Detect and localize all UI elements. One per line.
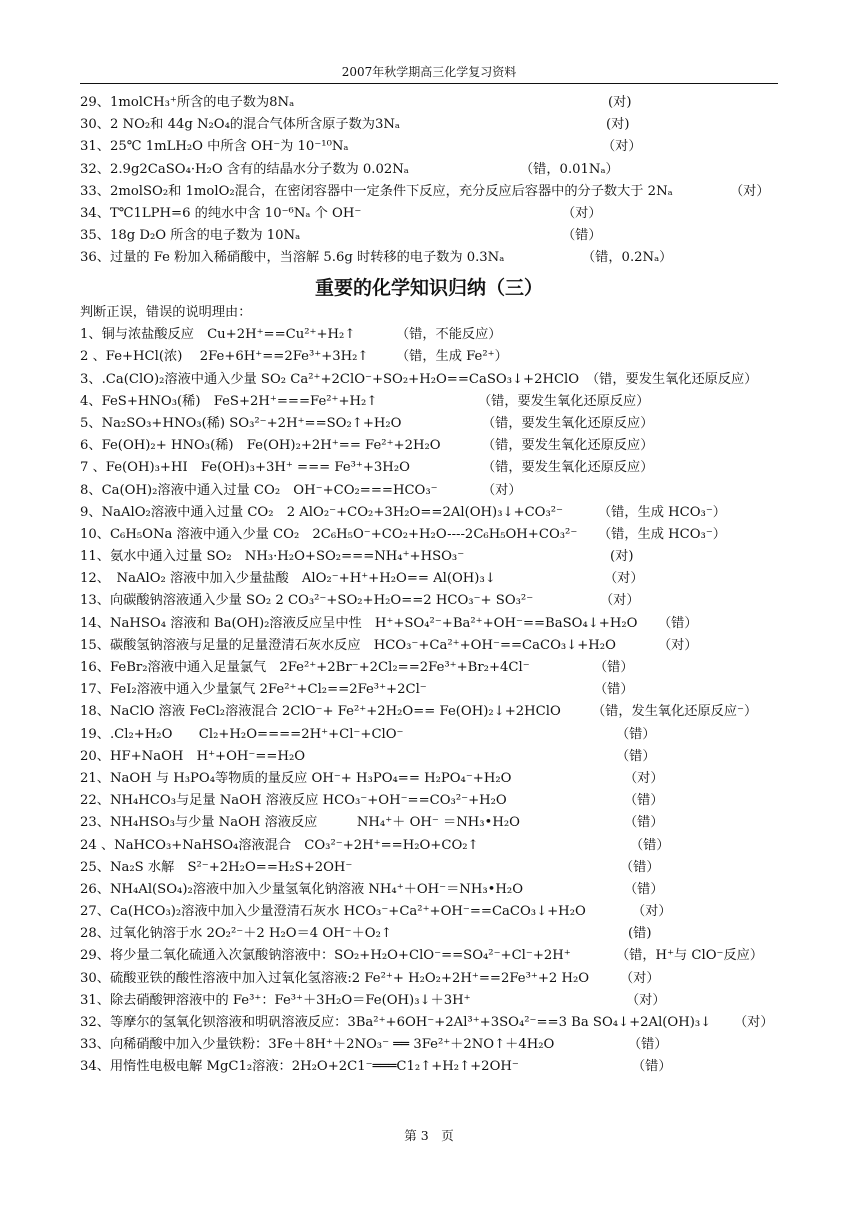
statement-text: 8、Ca(OH)₂溶液中通入过量 CO₂ OH⁻+CO₂===HCO₃⁻ (80, 482, 438, 498)
verdict-label: （错） (616, 748, 656, 764)
section-title: 重要的化学知识归纳（三） (314, 277, 543, 299)
statement-row (80, 203, 820, 225)
verdict-label: （错，发生氧化还原反应⁻） (592, 704, 758, 720)
statement-text: 34、T℃1LPH=6 的纯水中含 10⁻⁶Nₐ 个 OH⁻ (80, 205, 362, 221)
statement-text: 9、NaAlO₂溶液中通入过量 CO₂ 2 AlO₂⁻+CO₂+3H₂O==2Al(OH)₃↓+CO₃²⁻ (80, 504, 564, 520)
statement-text: 18、NaClO 溶液 FeCl₂溶液混合 2ClO⁻+ Fe²⁺+2H₂O== Fe(OH)₂↓+2HClO (80, 704, 561, 720)
statement-row (80, 701, 820, 723)
verdict-label: （错） (628, 1037, 668, 1053)
statement-row (80, 1012, 820, 1034)
page-footer: 第 3 页 (404, 1128, 454, 1143)
statement-row (80, 945, 820, 967)
statement-row (80, 879, 820, 901)
statement-text: 32、2.9g2CaSO₄·H₂O 含有的结晶水分子数为 0.02Nₐ (80, 161, 409, 177)
statement-row (80, 92, 820, 114)
verdict-label: （错） (630, 837, 670, 853)
statement-text: 10、C₆H₅ONa 溶液中通入少量 CO₂ 2C₆H₅O⁻+CO₂+H₂O----2C₆H₅OH+CO₃²⁻ (80, 526, 578, 542)
statement-text: 35、18g D₂O 所含的电子数为 10Nₐ (80, 228, 301, 244)
statement-row (80, 835, 820, 857)
statement-row (80, 568, 820, 590)
page-header: 2007年秋学期高三化学复习资料 (80, 64, 778, 84)
statement-text: 13、向碳酸钠溶液通入少量 SO₂ 2 CO₃²⁻+SO₂+H₂O==2 HCO₃⁻+ SO₃²⁻ (80, 593, 534, 609)
section-1-list (80, 92, 820, 270)
verdict-label: （错） (632, 1059, 672, 1075)
statement-text: 21、NaOH 与 H₃PO₄等物质的量反应 OH⁻+ H₃PO₄== H₂PO₄⁻+H₂O (80, 770, 512, 786)
statement-text: 34、用惰性电极电解 MgC1₂溶液：2H₂O+2C1⁻═══C1₂↑+H₂↑+2OH⁻ (80, 1059, 519, 1075)
verdict-label: （对） (602, 139, 642, 155)
statement-text: 2 、Fe+HCl(浓) 2Fe+6H⁺==2Fe³⁺+3H₂↑ (80, 349, 369, 365)
verdict-label: (对) (608, 95, 632, 110)
statement-row (80, 480, 820, 502)
statement-row (80, 657, 820, 679)
statement-text: 24 、NaHCO₃+NaHSO₄溶液混合 CO₃²⁻+2H⁺==H₂O+CO₂↑ (80, 837, 479, 853)
statement-row (80, 1056, 820, 1078)
verdict-label: （错，生成 HCO₃⁻） (598, 526, 726, 542)
statement-row (80, 1034, 820, 1056)
section-2-list (80, 302, 820, 1079)
verdict-label: （错，生成 HCO₃⁻） (598, 504, 726, 520)
intro-line (80, 302, 820, 324)
statement-text: 25、Na₂S 水解 S²⁻+2H₂O==H₂S+2OH⁻ (80, 859, 353, 875)
statement-text: 29、将少量二氧化硫通入次氯酸钠溶液中：SO₂+H₂O+ClO⁻==SO₄²⁻+Cl⁻+2H⁺ (80, 948, 571, 964)
verdict-label: （对） (620, 970, 660, 986)
statement-row (80, 613, 820, 635)
statement-row (80, 857, 820, 879)
statement-text: 12、 NaAlO₂ 溶液中加入少量盐酸 AlO₂⁻+H⁺+H₂O== Al(OH)₃↓ (80, 571, 496, 587)
statement-row (80, 746, 820, 768)
verdict-label: （错） (624, 881, 664, 897)
statement-row (80, 546, 820, 568)
statement-row (80, 159, 820, 181)
verdict-label: （错） (616, 726, 656, 742)
verdict-label: （错） (624, 815, 664, 831)
statement-text: 36、过量的 Fe 粉加入稀硝酸中，当溶解 5.6g 时转移的电子数为 0.3Nₐ (80, 250, 505, 266)
statement-text: 15、碳酸氢钠溶液与足量的足量澄清石灰水反应 HCO₃⁻+Ca²⁺+OH⁻==CaCO₃↓+H₂O (80, 637, 616, 653)
statement-row (80, 114, 820, 136)
statement-text: 11、氨水中通入过量 SO₂ NH₃·H₂O+SO₂===NH₄⁺+HSO₃⁻ (80, 549, 465, 565)
statement-text: 6、Fe(OH)₂+ HNO₃(稀) Fe(OH)₂+2H⁺== Fe²⁺+2H₂O (80, 438, 441, 454)
statement-row (80, 369, 820, 391)
verdict-label: （对） (482, 482, 522, 498)
statement-row (80, 413, 820, 435)
statement-text: 33、2molSO₂和 1molO₂混合，在密闭容器中一定条件下反应，充分反应后容器中的分子数大于 2Nₐ (80, 183, 673, 199)
statement-row (80, 435, 820, 457)
statement-text: 31、25℃ 1mLH₂O 中所含 OH⁻为 10⁻¹⁰Nₐ (80, 139, 349, 155)
verdict-label: （错，要发生氧化还原反应） (586, 371, 758, 387)
statement-row (80, 790, 820, 812)
verdict-label: （错，要发生氧化还原反应） (482, 415, 654, 431)
verdict-label: （错） (594, 682, 634, 698)
statement-row (80, 724, 820, 746)
statement-text: 17、FeI₂溶液中通入少量氯气 2Fe²⁺+Cl₂==2Fe³⁺+2Cl⁻ (80, 682, 427, 698)
verdict-label: (对) (606, 117, 630, 133)
verdict-label: （对） (730, 183, 770, 199)
statement-row (80, 768, 820, 790)
verdict-label: （错，要发生氧化还原反应） (482, 460, 654, 476)
statement-text: 16、FeBr₂溶液中通入足量氯气 2Fe²⁺+2Br⁻+2Cl₂==2Fe³⁺+Br₂+4Cl⁻ (80, 660, 530, 675)
verdict-label: (错) (628, 926, 652, 942)
verdict-label: （错） (620, 859, 660, 875)
statement-row (80, 181, 820, 203)
statement-text: 33、向稀硝酸中加入少量铁粉：3Fe＋8H⁺＋2NO₃⁻ ══ 3Fe²⁺＋2NO↑＋4H₂O (80, 1037, 555, 1053)
statement-text: 31、除去硝酸钾溶液中的 Fe³⁺：Fe³⁺＋3H₂O＝Fe(OH)₃↓＋3H⁺ (80, 992, 471, 1008)
verdict-label: （对） (626, 992, 666, 1008)
statement-text: 20、HF+NaOH H⁺+OH⁻==H₂O (80, 748, 306, 764)
verdict-label: （对） (632, 904, 672, 920)
verdict-label: （错，要发生氧化还原反应） (482, 438, 654, 454)
statement-row (80, 225, 820, 247)
statement-text: 29、1molCH₃⁺所含的电子数为8Nₐ (80, 95, 295, 110)
statement-text: 32、等摩尔的氢氧化钡溶液和明矾溶液反应：3Ba²⁺+6OH⁻+2Al³⁺+3SO₄²⁻==3 Ba SO₄↓+2Al(OH)₃↓ (80, 1015, 712, 1030)
statement-row (80, 990, 820, 1012)
statement-text: 22、NH₄HCO₃与足量 NaOH 溶液反应 HCO₃⁻+OH⁻==CO₃²⁻+H₂O (80, 793, 507, 809)
statement-row (80, 247, 820, 269)
statement-text: 30、2 NO₂和 44g N₂O₄的混合气体所含原子数为3Nₐ (80, 117, 400, 133)
statement-text: 23、NH₄HSO₃与少量 NaOH 溶液反应 NH₄⁺＋ OH⁻ ＝NH₃•H₂O (80, 815, 520, 831)
statement-text: 28、过氧化钠溶于水 2O₂²⁻＋2 H₂O＝4 OH⁻＋O₂↑ (80, 926, 392, 942)
verdict-label: （错，要发生氧化还原反应） (478, 393, 650, 409)
statement-text: 26、NH₄Al(SO₄)₂溶液中加入少量氢氧化钠溶液 NH₄⁺＋OH⁻＝NH₃•H₂O (80, 881, 524, 897)
intro-text: 判断正误，错误的说明理由： (80, 305, 252, 320)
verdict-label: （对） (658, 637, 698, 653)
statement-row (80, 968, 820, 990)
statement-row (80, 457, 820, 479)
statement-row (80, 590, 820, 612)
statement-row (80, 635, 820, 657)
statement-row (80, 812, 820, 834)
statement-text: 1、铜与浓盐酸反应 Cu+2H⁺==Cu²⁺+H₂↑ (80, 327, 356, 343)
verdict-label: （错，0.2Nₐ） (582, 250, 673, 266)
statement-row (80, 901, 820, 923)
verdict-label: （错） (658, 615, 698, 631)
verdict-label: （对） (624, 770, 664, 786)
verdict-label: （错，不能反应） (396, 327, 502, 343)
statement-text: 5、Na₂SO₃+HNO₃(稀) SO₃²⁻+2H⁺==SO₂↑+H₂O (80, 415, 402, 431)
statement-text: 3、.Ca(ClO)₂溶液中通入少量 SO₂ Ca²⁺+2ClO⁻+SO₂+H₂O==CaSO₃↓+2HClO (80, 371, 580, 387)
statement-text: 14、NaHSO₄ 溶液和 Ba(OH)₂溶液反应呈中性 H⁺+SO₄²⁻+Ba²⁺+OH⁻==BaSO₄↓+H₂O (80, 615, 638, 631)
verdict-label: （错，H⁺与 ClO⁻反应） (616, 948, 764, 964)
statement-row (80, 923, 820, 945)
statement-text: 4、FeS+HNO₃(稀) FeS+2H⁺===Fe²⁺+H₂↑ (80, 393, 378, 409)
statement-text: 7 、Fe(OH)₃+HI Fe(OH)₃+3H⁺ === Fe³⁺+3H₂O (80, 460, 410, 476)
verdict-label: （错） (562, 228, 602, 244)
statement-row (80, 346, 820, 368)
verdict-label: (对) (610, 549, 634, 565)
statement-text: 19、.Cl₂+H₂O Cl₂+H₂O====2H⁺+Cl⁻+ClO⁻ (80, 726, 404, 742)
verdict-label: （错，0.01Nₐ） (520, 161, 619, 177)
verdict-label: （对） (562, 205, 602, 221)
statement-text: 27、Ca(HCO₃)₂溶液中加入少量澄清石灰水 HCO₃⁻+Ca²⁺+OH⁻==CaCO₃↓+H₂O (80, 904, 586, 920)
verdict-label: （错） (624, 793, 664, 809)
statement-row (80, 502, 820, 524)
statement-row (80, 679, 820, 701)
statement-row (80, 391, 820, 413)
statement-row (80, 324, 820, 346)
statement-row (80, 524, 820, 546)
statement-row (80, 136, 820, 158)
verdict-label: （对） (734, 1015, 774, 1030)
statement-text: 30、硫酸亚铁的酸性溶液中加入过氧化氢溶液:2 Fe²⁺+ H₂O₂+2H⁺==2Fe³⁺+2 H₂O (80, 970, 590, 986)
verdict-label: （对） (600, 593, 640, 609)
verdict-label: （错） (594, 660, 634, 675)
verdict-label: （错，生成 Fe²⁺） (396, 349, 508, 365)
verdict-label: （对） (604, 571, 644, 587)
